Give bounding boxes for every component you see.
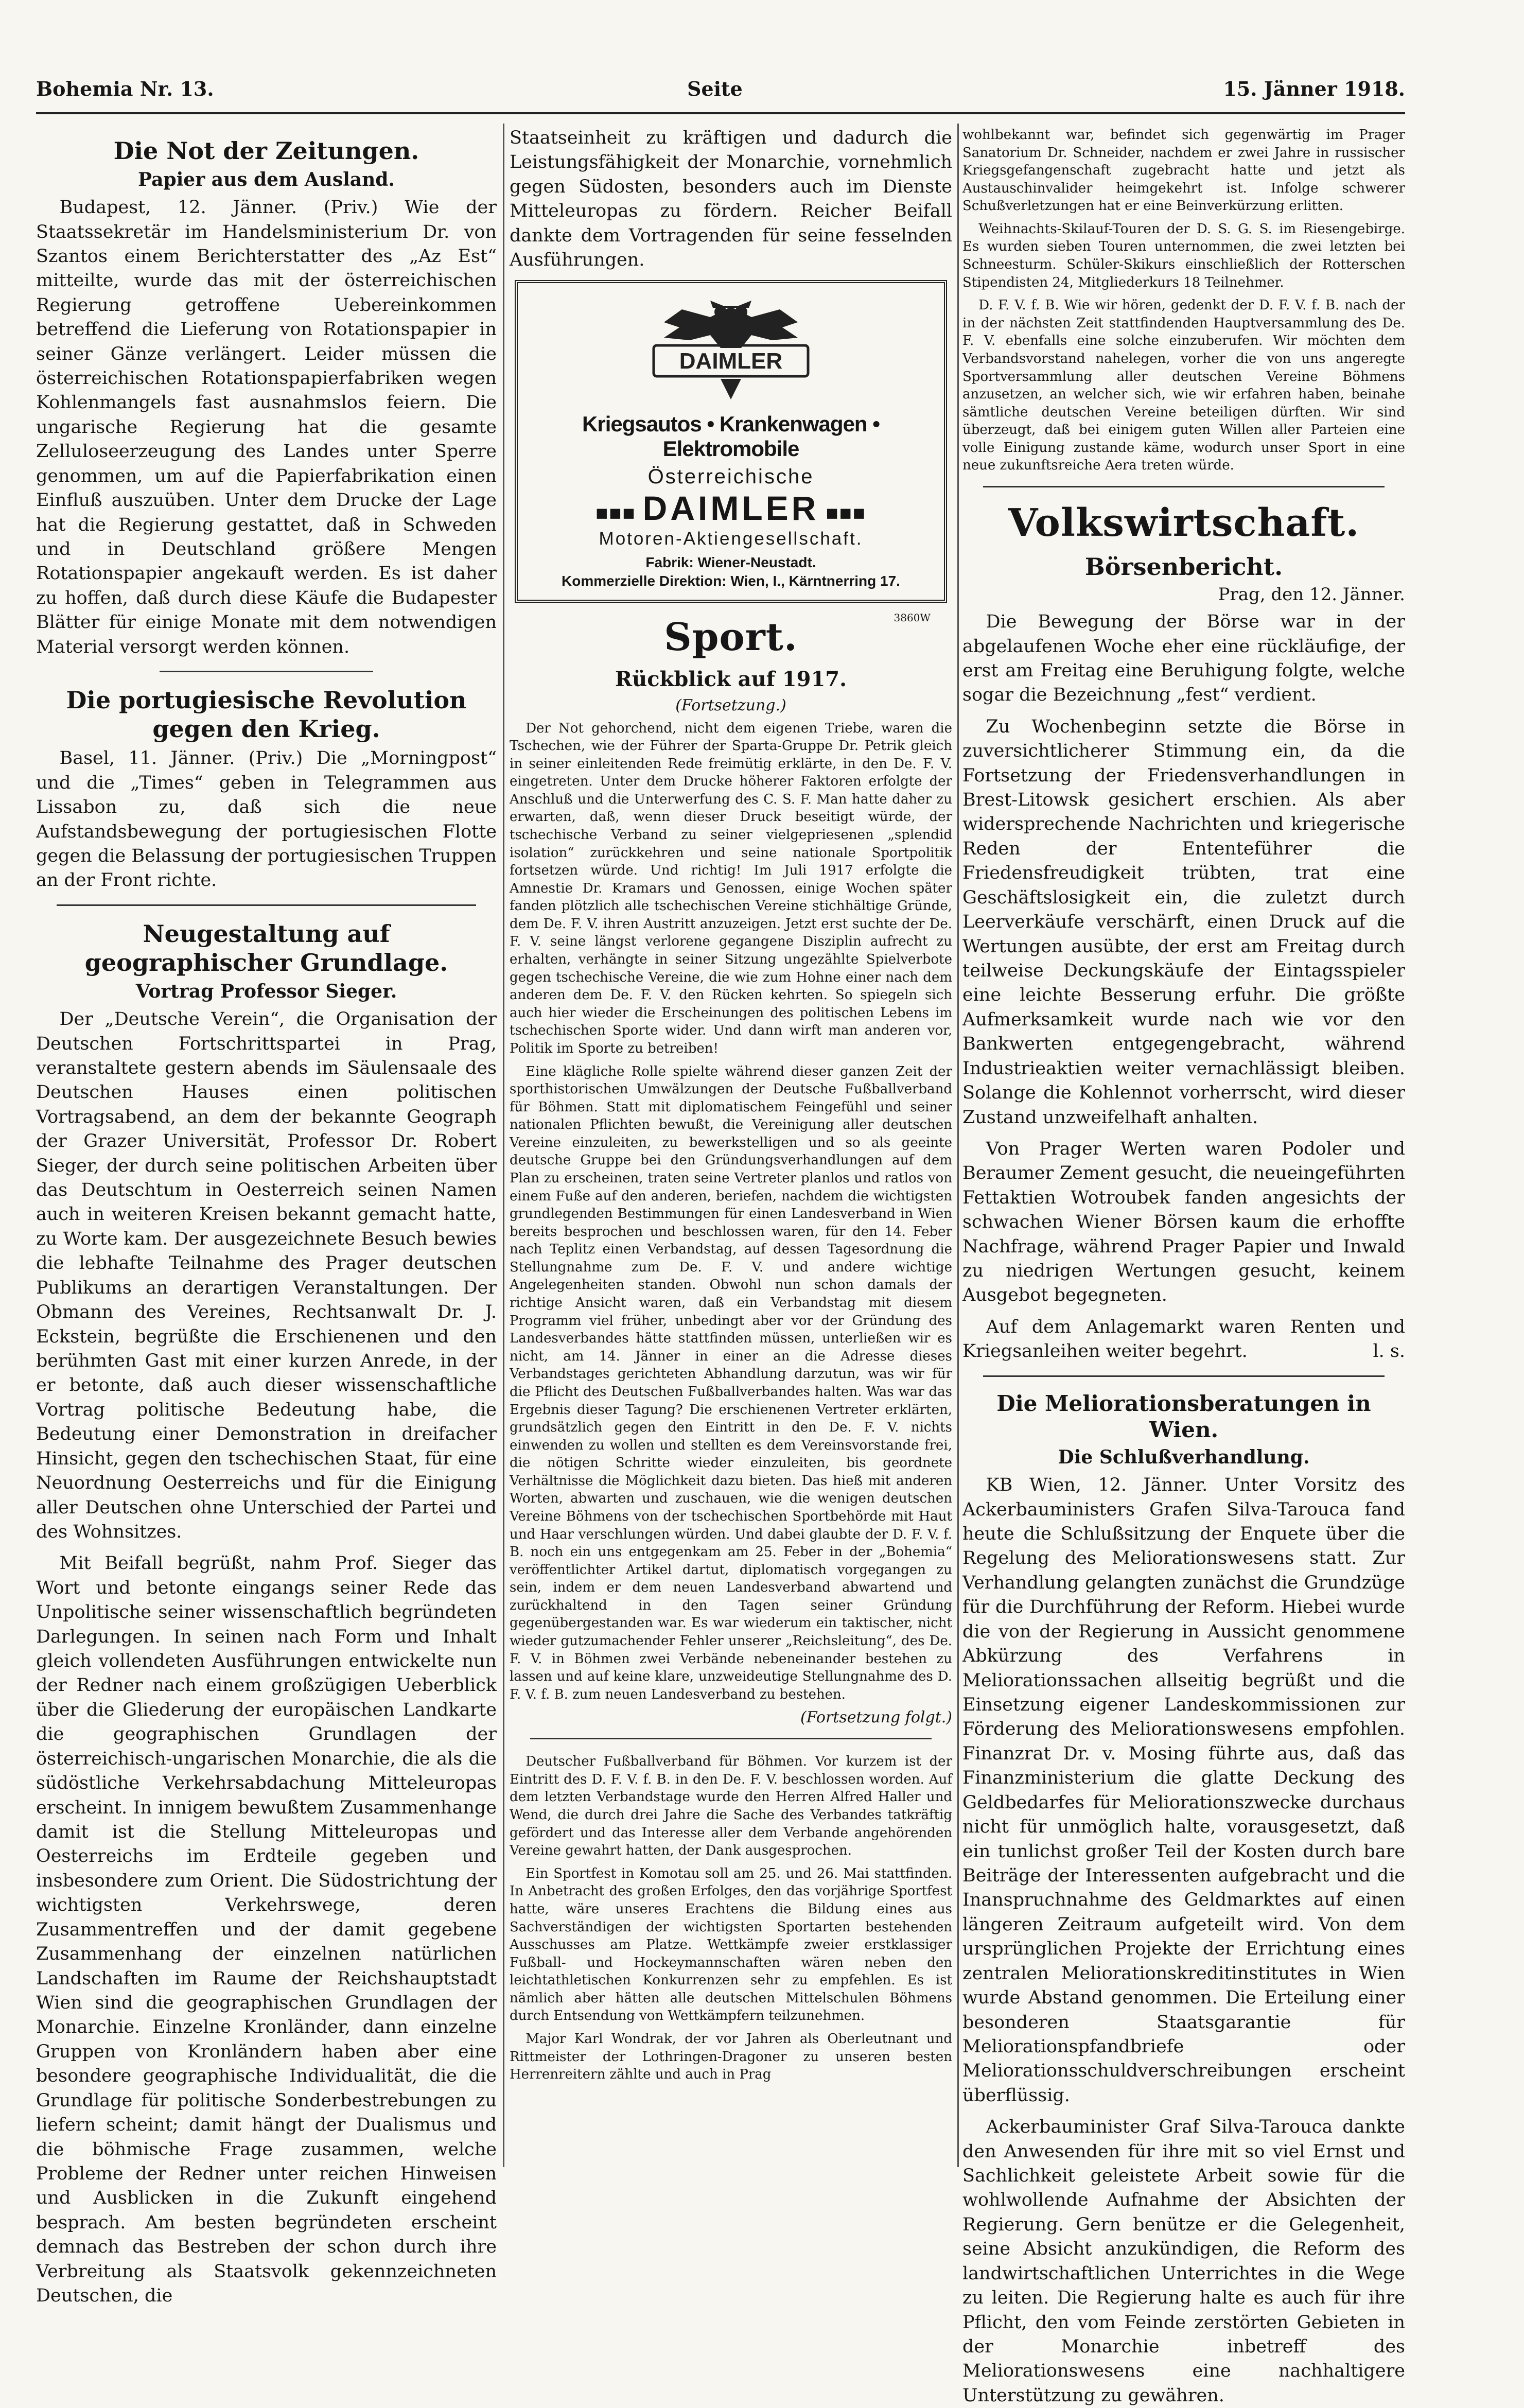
article-continuation: Staatseinheit zu kräftigen und dadurch die Leistungsfähigkeit der Monarchie, vornehmlich gegen Südosten, besonders auch im Dienste Mitteleuropas zu fördern. Reicher Beifall dankte dem Vortragenden für seine fesselnden Ausführungen. (510, 128, 952, 271)
article-divider (160, 671, 373, 672)
news-item: D. F. V. f. B. Wie wir hören, gedenkt der D. F. V. f. B. nach der in der nächsten Zeit stattfindenden Hauptversammlung des De. F. V. ebenfalls eine solche einzuberufen. Wir möchten dem Verbandsvorstand nahelegen, vorher die von uns angeregte Sportversammlung aller deutschen Vereine Böhmens anzusetzen, an welcher sich, wie wir erfahren haben, beinahe sämtliche deutschen Vereine beteiligen dürften. Wir sind überzeugt, daß bei einigem guten Willen aller Parteien eine volle Einigung zustande käme, wodurch unser Sport in eine neue zukunftsreiche Aera treten würde. (962, 298, 1405, 474)
column-rule-2 (957, 124, 959, 2167)
article-divider (57, 904, 476, 906)
author-signature: l. s. (1373, 1341, 1405, 1362)
article-paragraph: Der „Deutsche Verein“, die Organisation der Deutschen Fortschrittspartei in Prag, veranstaltete gestern abends im Säulensaale des Deutschen Hauses einen politischen Vortragsabend, an dem der bekannte Geograph der Grazer Universität, Professor Dr. Robert Sieger, der durch seine politischen Arbeiten über das Deutschtum in Oesterreich seinen Namen auch in weiteren Kreisen bekannt gemacht hatte, zu Worte kam. Der ausgezeichnete Besuch bewies die lebhafte Teilnahme des Prager deutschen Publikums an derartigen Veranstaltungen. Der Obmann des Vereines, Rechtsanwalt Dr. J. Eckstein, begrüßte die Erschienenen und den berühmten Gast mit einer kurzen Anrede, in der er betonte, daß auch dieser wissenschaftliche Vortrag politische Bedeutung habe, die Bedeutung einer Demonstration in dreifacher Hinsicht, gegen den tschechischen Staat, für eine Neuordnung Oesterreichs und für die Einigung aller Deutschen ohne Unterschied der Partei und des Wohnsitzes. (36, 1009, 497, 1542)
masthead (36, 77, 1405, 113)
ad-address: Kommerzielle Direktion: Wien, I., Kärntnerring 17. (562, 572, 900, 589)
article-divider (983, 1375, 1385, 1377)
article-subtitle-melioration: Die Schlußverhandlung. (1058, 1446, 1310, 1469)
article-subtitle-paper: Papier aus dem Ausland. (138, 169, 395, 191)
news-item: Deutscher Fußballverband für Böhmen. Vor kurzem ist der Eintritt des D. F. V. f. B. in den De. F. V. beschlossen worden. Auf dem letzten Verbandstage wurde den Herren Alfred Haller und Wend, die durch drei Jahre die Sache des Verbandes tatkräftig gefördert und das Interesse aller dem Verbande angehörenden Vereine gewahrt hatten, der Dank ausgesprochen. (510, 1754, 952, 1859)
ad-product-line: Kriegsautos • Krankenwagen • Elektromobile (582, 411, 880, 461)
ad-company-suffix: Motoren-Aktiengesellschaft. (599, 528, 863, 549)
news-item: Major Karl Wondrak, der vor Jahren als Oberleutnant und Rittmeister der Lothringen-Dragoner zu unseren besten Herrenreitern zählte und auch in Prag (510, 2031, 952, 2083)
article-paragraph (962, 1315, 1405, 1364)
masthead-date: 15. Jänner 1918. (1223, 77, 1405, 100)
news-item: Ein Sportfest in Komotau soll am 25. und 26. Mai stattfinden. In Anbetracht des großen Erfolges, den das vorjährige Sportfest hatte, wäre unseres Erachtens die Bildung eines aus Sachverständigen der wichtigsten Sportarten bestehenden Ausschusses am Platze. Wettkämpfe zweier erstklassiger Fußball- und Hockeymannschaften wären neben den leichtathletischen Konkurrenzen sehr zu empfehlen. Es ist nämlich aber hätten alle deutschen Mittelschulen Böhmens durch Entsendung von Wettkämpfern teilzunehmen. (510, 1865, 952, 2024)
article-title-stock: Börsenbericht. (1084, 552, 1283, 581)
masthead-rule (36, 112, 1405, 114)
article-body-portugal: Basel, 11. Jänner. (Priv.) Die „Morningpost“ und die „Times“ geben in Telegrammen aus Lissabon zu, daß sich die neue Aufstandsbewegung der portugiesischen Flotte gegen die Belassung der portugiesischen Truppen an der Front richte. (36, 748, 497, 891)
article-continued-note: (Fortsetzung.) (675, 696, 786, 714)
article-paragraph: Mit Beifall begrüßt, nahm Prof. Sieger das Wort und betonte eingangs seiner Rede das Unpolitische seiner wissenschaftlich begründeten Darlegungen. In seinen nach Form und Inhalt gleich vollendeten Ausführungen entwickelte nun der Redner nach einem großzügigen Ueberblick über die Gliederung der europäischen Landkarte die geographischen Grundlagen der österreichisch-ungarischen Monarchie, die als die südöstliche Verkehrsabdachung Mitteleuropas erscheint. In innigem bewußtem Zusammenhange damit ist die Stellung Mitteleuropas und Oesterreichs im Erdteile gegeben und insbesondere zum Orient. Die Südostrichtung der wichtigsten Verkehrswege, deren Zusammentreffen und der damit gegebene Zusammenhang der einzelnen natürlichen Landschaften im Raume der Reichshauptstadt Wien sind die geographischen Grundlagen der Monarchie. Einzelne Kronländer, dann einzelne Gruppen von Kronländern haben aber eine besondere geographische Individualität, die die Grundlage für politische Sonderbestrebungen zu liefern scheint; damit hängt der Dualismus und die böhmische Frage zusammen, welche Probleme der Redner unter reichen Hinweisen und Ausblicken in die Zukunft eingehend besprach. Am besten begründeten erscheint demnach das Bestreben der schon durch ihre Verbreitung als Staatsvolk gekennzeichneten Deutschen, die (36, 1553, 497, 2307)
article-title-paper-shortage: Die Not der Zeitungen. (113, 137, 419, 165)
article-paragraph: Der Not gehorchend, nicht dem eigenen Triebe, waren die Tschechen, wie der Führer der Sparta-Gruppe Dr. Petrik gleich in seiner einleitenden Rede freimütig erklärte, in den De. F. V. eingetreten. Unter dem Drucke höherer Faktoren erfolgte der Anschluß und die Unterwerfung des C. S. F. Man hatte daher zu erwarten, daß, wenn dieser Druck beseitigt würde, der tschechische Verband zu seiner vielgepriesenen „splendid isolation“ zurückkehren und seine nationale Sportpolitik fortsetzen würde. Und richtig! Im Juli 1917 erfolgte die Amnestie Dr. Kramars und Genossen, einige Wochen später fanden plötzlich alle tschechischen Vereine stichhältige Gründe, dem De. F. V. ihren Austritt anzuzeigen. Jetzt erst suchte der De. F. V. seine längst verlorene gegangene Disziplin aufrecht zu erhalten, verhängte in seiner Sitzung ungezählte Spielverbote gegen tschechische Vereine, die wie zum Hohne einer nach dem anderen dem De. F. V. den Rücken kehrten. So spiegeln sich auch hier wieder die Erscheinungen des politischen Lebens im tschechischen Sporte wider. Und dann wirft man anderen vor, Politik im Sporte zu betreiben! (510, 720, 952, 1056)
article-dateline: Prag, den 12. Jänner. (1218, 584, 1405, 605)
article-divider (530, 1738, 932, 1739)
column-3 (962, 126, 1405, 2406)
article-title-melioration: Die Meliorationsberatungen in Wien. (996, 1390, 1371, 1442)
article-paragraph: Ackerbauminister Graf Silva-Tarouca dankte den Anwesenden für ihre mit so viel Ernst und Sachlichkeit geleistete Arbeit sowie für die wohlwollende Aufnahme der Absichten der Regierung. Gern benütze er die Gelegenheit, seine Absicht anzukündigen, die Reform des landwirtschaftlichen Unterrichtes in die Wege zu leiten. Die Regierung halte es auch für ihre Pflicht, den vom Feinde zerstörten Gebieten in der Monarchie inbetreff des Meliorationswesens eine nachhaltigere Unterstützung zu gewähren. (962, 2117, 1405, 2406)
section-divider (983, 486, 1385, 487)
article-body-paper: Budapest, 12. Jänner. (Priv.) Wie der Staatssekretär im Handelsministerium Dr. von Szantos einem Berichterstatter des „Az Est“ mitteilte, wurde das mit der österreichischen Regierung getroffene Uebereinkommen betreffend die Lieferung von Rotationspapier in seiner Gänze verlängert. Leider müssen die österreichischen Rotationspapierfabriken wegen Kohlenmangels fast ausnahmslos feiern. Die ungarische Regierung hat die gesamte Zelluloseerzeugung des Landes unter Sperre genommen, um auf die Papierfabrikation einen Einfluß auszuüben. Unter dem Drucke der Lage hat die Regierung gestattet, daß in Schweden und in Deutschland größere Mengen Rotationspapier angekauft werden. Es ist daher zu hoffen, daß durch diese Käufe die Budapester Blätter für einige Monate mit dem notwendigen Material versorgt werden können. (36, 197, 497, 657)
ad-code: 3860W (894, 611, 931, 624)
eagle-emblem-icon (633, 296, 829, 405)
article-last-sentence: Auf dem Anlagemarkt waren Renten und Kriegsanleihen weiter begehrt. (962, 1316, 1405, 1362)
section-title-sport: Sport. (664, 615, 798, 659)
article-paragraph: Von Prager Werten waren Podoler und Beraumer Zement gesucht, die neueingeführten Fettaktien Wotroubek fanden angesichts der schwachen Wiener Börsen kaum die erhoffte Nachfrage, während Prager Papier und Inwald zu niedrigen Wertungen gesucht, keinem Ausgebot begegneten. (962, 1138, 1405, 1306)
section-title-economy: Volkswirtschaft. (1008, 500, 1360, 545)
article-subtitle-geography: Vortrag Professor Sieger. (135, 981, 397, 1003)
ad-brand-text: DAIMLER (642, 488, 819, 527)
ad-brand-name: ■■■ DAIMLER ■■■ (595, 488, 866, 527)
news-continuation: wohlbekannt war, befindet sich gegenwärtig im Prager Sanatorium Dr. Schneider, nachdem er zwei Jahre in russischer Kriegsgefangenschaft zugebracht hatte und jetzt als Austauschinvalider heimgekehrt ist. Infolge schwerer Schußverletzungen hat er eine Beinverkürzung erlitten. (962, 127, 1405, 214)
news-item: Weihnachts-Skilauf-Touren der D. S. G. S. im Riesengebirge. Es wurden sieben Touren unternommen, die zwei letzten bei Schneesturm. Schüler-Skikurs einschließlich der Rotterschen Stipendisten 24, Mitgliederkurs 18 Teilnehmer. (962, 221, 1405, 290)
column-2 (510, 126, 952, 2165)
article-paragraph: KB Wien, 12. Jänner. Unter Vorsitz des Ackerbauministers Grafen Silva-Tarouca fand heute die Schlußsitzung der Enquete über die Regelung des Meliorationswesens statt. Zur Verhandlung gelangten zunächst die Grundzüge für die Durchführung der Reform. Hiebei wurde die von der Regierung in Aussicht genommene Abkürzung des Verfahrens in Meliorationssachen allseitig begrüßt und die Einsetzung eigener Landeskommissionen zur Förderung des Meliorationswesens empfohlen. Finanzrat Dr. v. Mosing führte aus, daß das Finanzministerium die glatte Deckung des Geldbedarfes für Meliorationszwecke durchaus nicht für unmöglich halte, vorausgesetzt, daß ein tunlichst großer Teil der Kosten durch bare Beiträge der Interessenten aufgebracht und die Inanspruchnahme des Geldmarktes auf einen längeren Zeitraum aufgeteilt wird. Von dem ursprünglichen Projekte der Errichtung eines zentralen Meliorationskreditinstitutes in Wien wurde Abstand genommen. Die Erteilung einer besonderen Staatsgarantie für Meliorationspfandbriefe oder Meliorationsschuldverschreibungen erscheint überflüssig. (962, 1475, 1405, 2106)
article-paragraph: Die Bewegung der Börse war in der abgelaufenen Woche eher eine rückläufige, der erst am Freitag eine Beruhigung folgte, welche sogar die Bezeichnung „fest“ verdient. (962, 612, 1405, 706)
article-continuation-note: (Fortsetzung folgt.) (800, 1708, 952, 1727)
daimler-advertisement (515, 280, 947, 624)
masthead-page: Seite (687, 77, 743, 100)
column-1 (36, 126, 497, 2307)
article-paragraph: Zu Wochenbeginn setzte die Börse in zuversichtlicherer Stimmung ein, da die Fortsetzung der Friedensverhandlungen in Brest-Litowsk gesichert erschien. Als aber widersprechende Nachrichten und kriegerische Reden der Ententeführer die Friedensfreudigkeit trübten, trat eine Geschäftslosigkeit ein, die zuletzt durch Leerverkäufe verschärft, einen Druck auf die Wertungen ausübte, der erst am Freitag durch teilweise Deckungskäufe der Eintagsspieler eine leichte Besserung erfuhr. Die größte Aufmerksamkeit wurde nach wie vor den Bankwerten entgegengebracht, während Industrieaktien weiter vernachlässigt bleiben. Solange die Kohlennot vorherrscht, wird dieser Zustand unzweifelhaft anhalten. (962, 716, 1405, 1128)
article-title-review: Rückblick auf 1917. (615, 667, 847, 691)
article-title-geography: Neugestaltung auf geographischer Grundlage. (84, 919, 448, 976)
masthead-issue: Bohemia Nr. 13. (36, 77, 214, 100)
article-title-portugal: Die portugiesische Revolution gegen den Krieg. (66, 686, 467, 743)
column-rule-1 (503, 124, 504, 2167)
article-paragraph: Eine klägliche Rolle spielte während dieser ganzen Zeit der sporthistorischen Umwälzungen der Deutsche Fußballverband für Böhmen. Statt mit diplomatischem Feingefühl und seiner nationalen Pflichten bewußt, die Vereinigung aller deutschen Vereine einzuleiten, zu bewerkstelligen und so als geeinte deutsche Gruppe bei den Gründungsverhandlungen auf dem Plan zu erscheinen, traten seine Vertreter planlos und ratlos von einem Fuße auf den anderen, beriefen, nachdem die wichtigsten grundlegenden Bestimmungen für einen Landesverband in Wien bereits besprochen und beschlossen waren, für den 14. Feber nach Teplitz einen Verbandstag, auf dessen Tagesordnung die Stellungnahme zum De. F. V. und andere wichtige Angelegenheiten standen. Obwohl nun schon damals der richtige Ansicht waren, daß ein Verbandstag mit diesem Programm viel früher, unbedingt aber vor der Gründung des Landesverbandes hätte stattfinden müssen, unterließen wir es nicht, am 14. Jänner in einer an die Adresse dieses Verbandstages gerichteten Abhandlung darzutun, was wir für die Pflicht des Deutschen Fußballverbandes halten. Was war das Ergebnis dieser Tagung? Die erschienenen Vertreter erklärten, grundsätzlich gegen den Eintritt in den De. F. V. nichts einwenden zu wollen und stellten es dem Vereinsvorstande frei, die nötigen Schritte wieder einzuleiten, bis geordnete Verhältnisse die Möglichkeit dazu bieten. Das hieß mit anderen Worten, abwarten und zuschauen, wie die wenigen deutschen Vereine Böhmens von der tschechischen Sportbehörde mit Haut und Haar verschlungen würden. Und dabei glaubte der D. F. V. f. B. noch ein uns entgegenkam am 25. Feber in der „Bohemia“ veröffentlichter Artikel dartut, diplomatisch vorgegangen zu sein, indem er dem neuen Landesverband abwartend und zurückhaltend in den Tagen seiner Gründung gegenübergestanden war. Es war wiederum ein taktischer, nicht wieder gutzumachender Fehler unserer „Reichsleitung“, des De. F. V. in Böhmen zwei Verbände nebeneinander bestehen zu lassen und auf keine klare, unzweideutige Stellungnahme des D. F. V. f. B. zum neuen Landesverband zu bestehen. (510, 1063, 952, 1702)
ad-company-prefix: Österreichische (647, 465, 814, 488)
ad-factory: Fabrik: Wiener-Neustadt. (645, 554, 816, 570)
emblem-brand-text: DAIMLER (679, 348, 783, 374)
